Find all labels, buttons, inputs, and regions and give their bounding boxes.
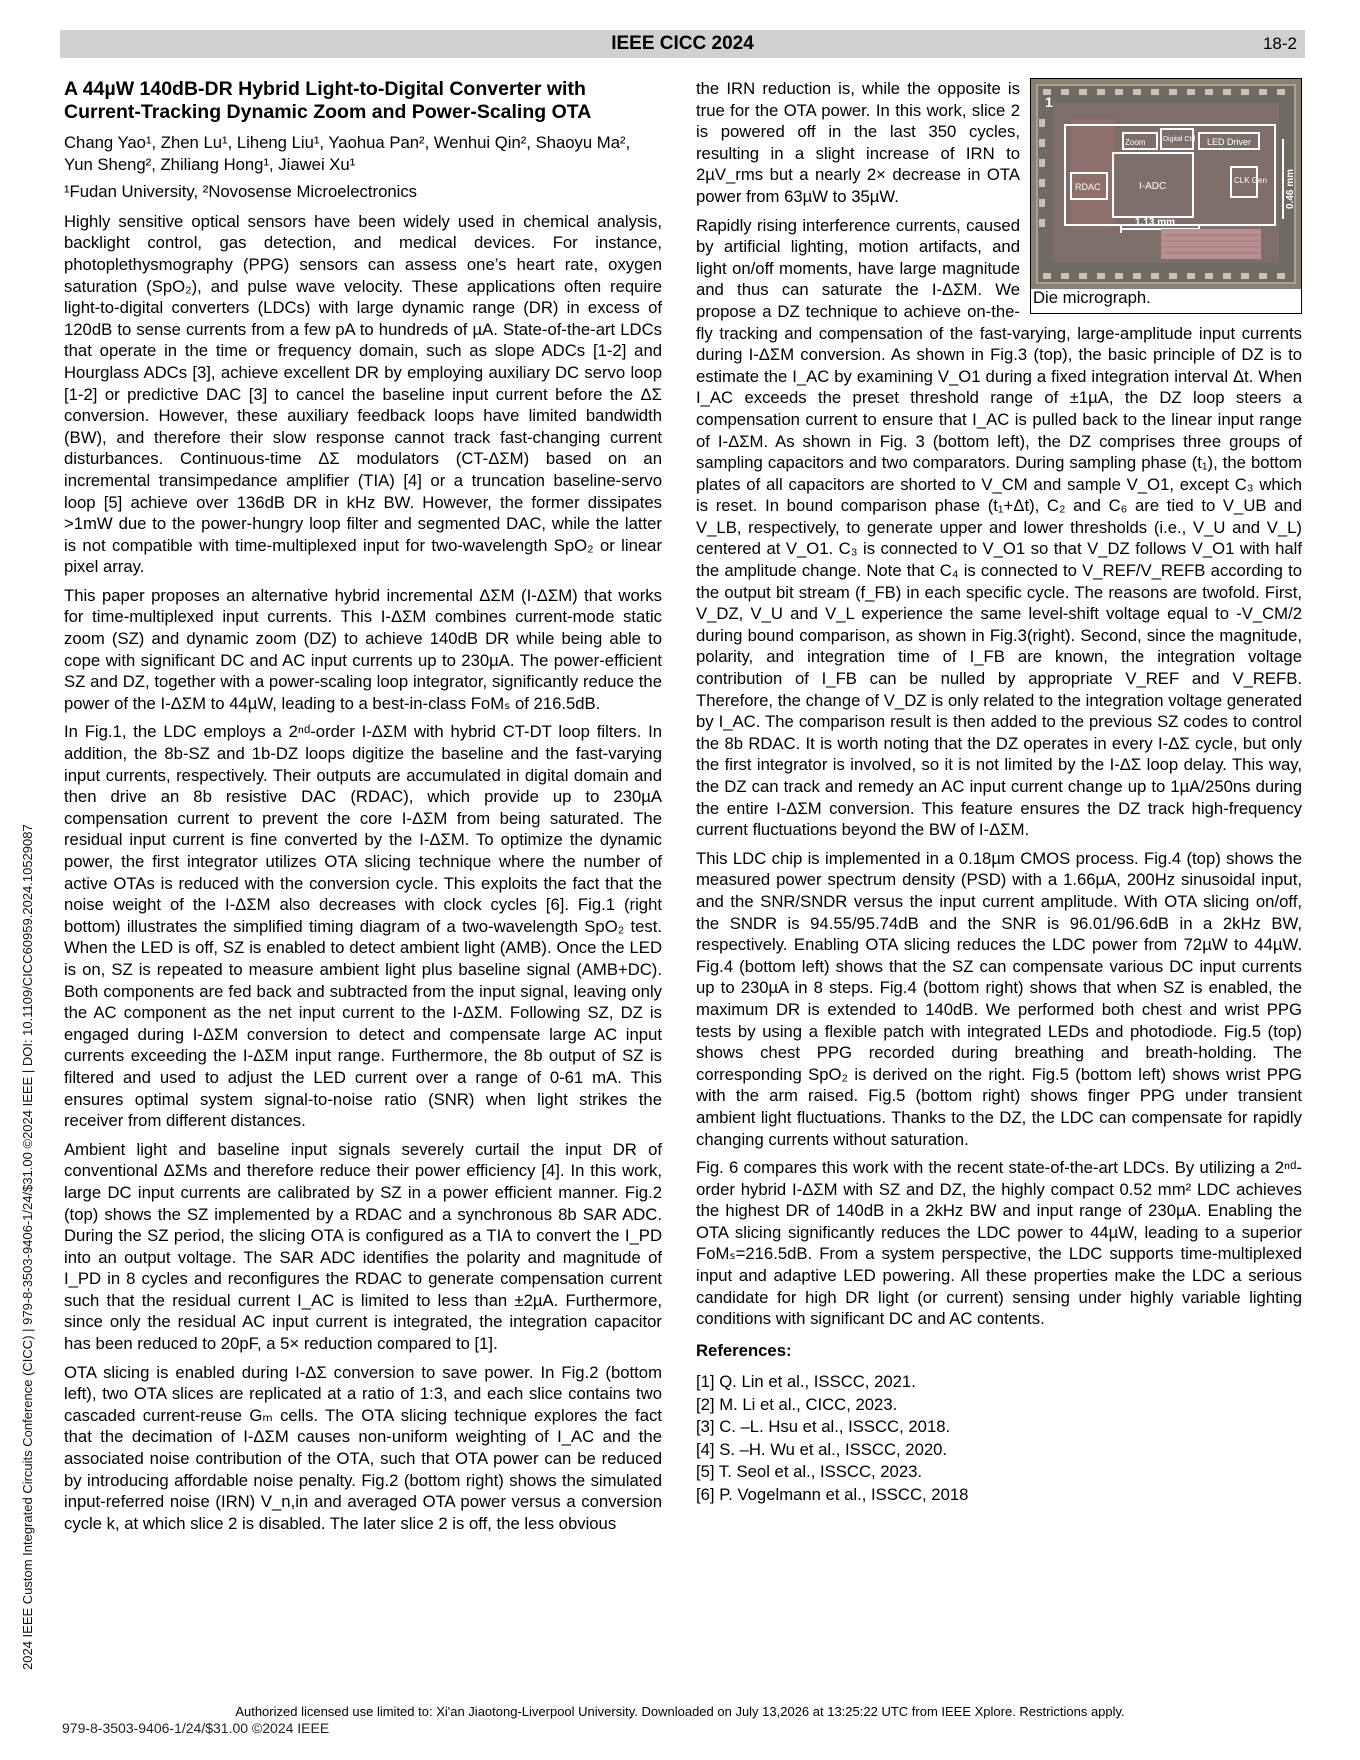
paragraph-sz: Ambient light and baseline input signals severely curtail the input DR of conventional ΔΣMs and therefore reduce their power efficiency [4]. In this work, large DC input currents are calibrated by SZ in a power efficient manner. Fig.2 (top) shows the SZ implemented by a RDAC and a synchronous 8b SAR ADC. During the SZ period, the slicing OTA is configured as a TIA to convert the I_PD into an output voltage. The SAR ADC identifies the polarity and magnitude of I_PD in 8 cycles and reconfigures the RDAC to generate compensation current such that the residual current I_AC is limited to less than ±2µA. Furthermore, since only the residual AC input current is integrated, the integration capacitor has been reduced to 20pF, a 5× reduction compared to [1]. [64, 1139, 662, 1354]
paper-authors: Chang Yao¹, Zhen Lu¹, Liheng Liu¹, Yaohua Pan², Wenhui Qin², Shaoyu Ma², Yun Sheng², Zhiliang Hong¹, Jiawei Xu¹ [64, 133, 631, 174]
reference-item: [4] S. –H. Wu et al., ISSCC, 2020. [696, 1439, 948, 1459]
reference-item: [2] M. Li et al., CICC, 2023. [696, 1394, 898, 1414]
license-note: Authorized licensed use limited to: Xi'an Jiaotong-Liverpool University. Downloaded on July 13,2026 at 13:25:22 UTC from IEEE Xplore. Restrictions apply. [235, 1704, 1125, 1719]
page-number: 18-2 [1262, 34, 1297, 53]
paragraph-measurement: This LDC chip is implemented in a 0.18µm CMOS process. Fig.4 (top) shows the measured power spectrum density (PSD) with a 1.66µA, 200Hz sinusoidal input, and the SNR/SNDR versus the input current amplitude. With OTA slicing on/off, the SNDR is 94.55/95.74dB and the SNR is 96.01/96.6dB in a 2kHz BW, respectively. Enabling OTA slicing reduces the LDC power from 72µW to 44µW. Fig.4 (bottom left) shows that the SZ can compensate various DC input currents up to 230µA in 8 steps. Fig.4 (bottom right) shows that when SZ is enabled, the maximum DR is extended to 140dB. We performed both chest and wrist PPG tests by using a flexible patch with integrated LEDs and photodiode. Fig.5 (top) shows chest PPG recorded during breathing and breath-holding. The corresponding SpO₂ is derived on the right. Fig.5 (bottom left) shows wrist PPG with the arm raised. Fig.5 (bottom right) shows finger PPG under transient ambient light fluctuations. Thanks to the DZ, the LDC can compensate for rapidly changing currents without saturation. [696, 848, 1302, 1149]
right-column [696, 78, 1302, 1506]
paragraph-comparison: Fig. 6 compares this work with the recent state-of-the-art LDCs. By utilizing a 2ⁿᵈ-order hybrid I-ΔΣM with SZ and DZ, the highly compact 0.52 mm² LDC achieves the highest DR of 140dB in a 2kHz BW and input range of 230µA. Enabling the OTA slicing significantly reduces the LDC power to 44µW, leading to a superior FoMₛ=216.5dB. From a system perspective, the LDC supports time-multiplexed input and adaptive LED powering. All these properties make the LDC a serious candidate for high DR light (or current) sensing under highly variable lighting conditions with significant DC and AC contents. [696, 1158, 1302, 1329]
die-micrograph-image [1031, 79, 1301, 289]
paragraph-irn: the IRN reduction is, while the opposite is true for the OTA power. In this work, slice 2 is powered off in the last 350 cycles, resulting in a slight increase of IRN to 2µV_rms but a nearly 2× decrease in OTA power from 63µW to 35µW. [696, 79, 1020, 206]
paper-affiliations: ¹Fudan University, ²Novosense Microelectronics [64, 182, 418, 202]
paragraph-proposal: This paper proposes an alternative hybrid incremental ΔΣM (I-ΔΣM) that works for time-multiplexed input currents. This I-ΔΣM combines current-mode static zoom (SZ) and dynamic zoom (DZ) to achieve 140dB DR while being able to cope with significant DC and AC input currents up to 230µA. The power-efficient SZ and DZ, together with a power-scaling loop integrator, significantly reduce the power of the I-ΔΣM to 44µW, leading to a best-in-class FoMₛ of 216.5dB. [64, 585, 662, 713]
paragraph-intro: Highly sensitive optical sensors have been widely used in chemical analysis, backlight control, gas detection, and medical devices. For instance, photoplethysmography (PPG) sensors can assess one’s heart rate, oxygen saturation (SpO₂), and pulse wave velocity. These applications often require light-to-digital converters (LDCs) with large dynamic range (DR) in excess of 120dB to sense currents from a few pA to hundreds of µA. State-of-the-art LDCs that operate in the time or frequency domain, such as slope ADCs [1-2] and Hourglass ADCs [3], achieve excellent DR by employing auxiliary DC servo loop [1-2] or predictive DAC [3] to cancel the baseline input current before the ΔΣ conversion. However, these auxiliary feedback loops have limited bandwidth (BW), and therefore their slow response cannot track fast-changing current disturbances. Continuous-time ΔΣ modulators (CT-ΔΣM) based on an incremental transimpedance amplifier (TIA) [4] or a truncation baseline-servo loop [5] achieve over 136dB DR in kHz BW. However, the former dissipates >1mW due to the power-hungry loop filter and segmented DAC, while the latter is not compatible with time-multiplexed input for two-wavelength SpO₂ or linear pixel array. [64, 211, 662, 577]
conference-title: IEEE CICC 2024 [611, 33, 754, 54]
paragraph-fig1: In Fig.1, the LDC employs a 2ⁿᵈ-order I-ΔΣM with hybrid CT-DT loop filters. In addition, the 8b-SZ and 1b-DZ loops digitize the baseline and the fast-varying input currents, respectively. Their outputs are accumulated in digital domain and then drive an 8b resistive DAC (RDAC), which provide up to 230µA compensation current to prevent the core I-ΔΣM from being saturated. The residual input current is fine converted by the I-ΔΣM. To optimize the dynamic power, the first integrator utilizes OTA slicing technique where the number of active OTAs is reduced with the conversion cycle. This exploits the fact that the noise weight of the I-ΔΣM also decreases with clock cycles [6]. Fig.1 (right bottom) illustrates the simplified timing diagram of a two-wavelength SpO₂ test. When the LED is off, SZ is enabled to detect ambient light (AMB). Once the LED is on, SZ is repeated to measure ambient light plus baseline signal (AMB+DC). Both components are fed back and subtracted from the input signal, leaving only the AC component as the net input current to the I-ΔΣM. Following SZ, DZ is engaged during I-ΔΣM conversion to detect and compensate large AC input currents exceeding the I-ΔΣM input range. Furthermore, the 8b output of SZ is filtered and used to adjust the LED current over a range of 0-61 mA. This ensures optimal system signal-to-noise ratio (SNR) when light strikes the receiver from different distances. [64, 722, 662, 1131]
pin-one-label: 1 [1045, 94, 1053, 110]
reference-item: [1] Q. Lin et al., ISSCC, 2021. [696, 1372, 916, 1392]
references-heading: References: [696, 1340, 792, 1360]
zoom-label: Zoom [1125, 138, 1146, 147]
reference-item: [5] T. Seol et al., ISSCC, 2023. [696, 1462, 923, 1482]
left-column [64, 78, 662, 1541]
digital-ctrl-label: Digital Ctrl [1163, 136, 1196, 143]
side-doi-text: 2024 IEEE Custom Integrated Circuits Conference (CICC) | 979-8-3503-9406-1/24/$31.00 ©2024 IEEE | DOI: 10.1109/CICC60959.2024.10529087 [20, 824, 35, 1670]
reference-item: [3] C. –L. Hsu et al., ISSCC, 2018. [696, 1417, 951, 1437]
reference-item: [6] P. Vogelmann et al., ISSCC, 2018 [696, 1484, 969, 1504]
led-driver-label: LED Driver [1207, 137, 1252, 147]
clk-gen-label: CLK Gen [1234, 176, 1267, 185]
isbn-footer: 979-8-3503-9406-1/24/$31.00 ©2024 IEEE [62, 1720, 330, 1736]
die-micrograph-figure [1030, 78, 1302, 314]
header-bar [60, 30, 1305, 58]
i-adc-label: I-ADC [1139, 181, 1167, 192]
paper-title: A 44µW 140dB-DR Hybrid Light-to-Digital Converter with Current-Tracking Dynamic Zoom and Power-Scaling OTA [64, 78, 592, 123]
paragraph-ota-slicing: OTA slicing is enabled during I-ΔΣ conversion to save power. In Fig.2 (bottom left), two OTA slices are replicated at a ratio of 1:3, and each slice contains two cascaded current-reuse Gₘ cells. The OTA slicing technique explores the fact that the decimation of I-ΔΣM causes non-uniform weighting of I_AC and the associated noise contribution of the OTA, such that OTA power can be reduced by introducing affordable noise penalty. Fig.2 (bottom right) shows the simulated input-referred noise (IRN) V_n,in and averaged OTA power versus a conversion cycle k, at which slice 2 is disabled. The later slice 2 is off, the less obvious [64, 1362, 662, 1533]
width-dimension-label: 1.13 mm [1135, 217, 1176, 228]
height-dimension-label: 0.46 mm [1285, 168, 1296, 209]
figure-caption: Die micrograph. [1033, 288, 1151, 308]
rdac-label: RDAC [1075, 182, 1101, 192]
paragraph-dz: Rapidly rising interference currents, caused by artificial lighting, motion artifacts, and light on/off moments, have large magnitude and thus can saturate the I-ΔΣM. We propose a DZ technique to achieve on-the-fly tracking and compensation of the fast-varying, large-amplitude input currents during I-ΔΣM conversion. As shown in Fig.3 (top), the basic principle of DZ is to estimate the I_AC by examining V_O1 during a fixed integration interval Δt. When I_AC exceeds the preset threshold range of ±1µA, the DZ loop steers a compensation current to ensure that I_AC is pulled back to the linear input range of I-ΔΣM. As shown in Fig. 3 (bottom left), the DZ comprises three groups of sampling capacitors and two comparators. During sampling phase (t₁), the bottom plates of all capacitors are shorted to V_CM and sample V_O1, except C₃ which is reset. In bound comparison phase (t₁+Δt), C₂ and C₆ are tied to V_UB and V_LB, respectively, to generate upper and lower thresholds (i.e., V_U and V_L) centered at V_O1. C₃ is connected to V_O1 so that V_DZ follows V_O1 with half the amplitude change. Note that C₄ is connected to V_REF/V_REFB according to the output bit stream (f_FB) in each specific cycle. The reasons are twofold. First, V_DZ, V_U and V_L experience the same level-shift voltage equal to -V_CM/2 during bound comparison, as shown in Fig.3(right). Second, since the magnitude, polarity, and integration time of I_FB are known, the integration voltage contribution of I_FB can be nulled by appropriate V_REF and V_REFB. Therefore, the change of V_DZ is only related to the integration voltage generated by I_AC. The comparison result is then added to the previous SZ codes to control the 8b RDAC. It is worth noting that the DZ operates in every I-ΔΣ cycle, but only the first integrator is involved, so it is not limited by the I-ΔΣ loop delay. This way, the DZ can track and remedy an AC input current change up to 1µA/250ns during the entire I-ΔΣM conversion. This feature ensures the DZ track high-frequency current fluctuations beyond the BW of I-ΔΣM. [696, 215, 1302, 840]
